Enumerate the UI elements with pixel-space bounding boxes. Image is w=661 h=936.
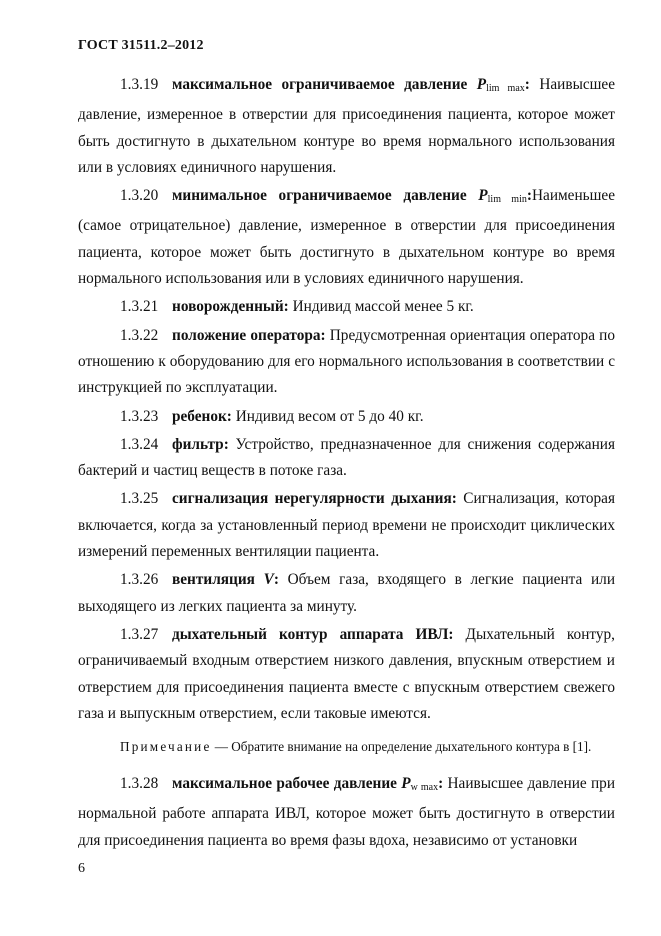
clause-number: 1.3.24	[120, 435, 159, 453]
term-symbol: P	[476, 76, 487, 93]
note-text: — Обратите внимание на определение дыхательного контура в [1].	[211, 739, 592, 755]
definition-1-3-20	[78, 183, 615, 292]
defined-term: максимальное рабочее давление	[172, 775, 397, 793]
term-symbol: P	[401, 775, 411, 793]
clause-number: 1.3.28	[120, 775, 159, 793]
symbol-subscript: lim min	[487, 194, 527, 206]
definition-1-3-21	[78, 294, 615, 320]
symbol-subscript: w max	[410, 782, 439, 794]
definition-1-3-24	[78, 432, 615, 485]
clause-number: 1.3.22	[120, 326, 159, 344]
document-header: ГОСТ 31511.2–2012	[78, 38, 204, 53]
symbol-colon: :	[524, 76, 530, 93]
definition-1-3-26	[78, 567, 615, 620]
term-symbol: V	[263, 571, 274, 589]
symbol-subscript: lim max	[486, 83, 525, 94]
clause-number: 1.3.25	[120, 490, 159, 508]
defined-term: сигнализация нерегулярности дыхания:	[172, 490, 457, 508]
term-symbol: P	[478, 187, 488, 205]
clause-number: 1.3.23	[120, 407, 159, 425]
clause-number: 1.3.21	[120, 298, 159, 316]
definition-text: Индивид массой менее 5 кг.	[288, 298, 474, 316]
definition-1-3-25	[78, 486, 615, 565]
note	[78, 737, 615, 757]
definition-1-3-19	[78, 72, 615, 181]
document-body	[78, 72, 615, 854]
defined-term: фильтр:	[172, 435, 229, 453]
symbol-colon: :	[273, 571, 279, 589]
clause-number: 1.3.19	[120, 76, 159, 93]
defined-term: ребенок:	[172, 407, 232, 425]
note-label: Примечание	[120, 739, 212, 755]
clause-number: 1.3.20	[120, 187, 159, 205]
symbol-colon: :	[438, 775, 444, 793]
last-definition	[78, 771, 615, 854]
definition-text: Объем газа, входящего в легкие пациента или выходящего из легких пациента за минуту.	[78, 571, 616, 615]
definition-1-3-22	[78, 323, 615, 402]
definition-text: Индивид весом от 5 до 40 кг.	[231, 407, 424, 425]
definition-text: Наивысшее давление, измеренное в отверстии для присоединения пациента, которое может быть достигнуто в дыхательном контуре во время нормального использования или в условиях единичного нарушения.	[78, 76, 615, 176]
defined-term: минимальное ограничиваемое давление	[172, 187, 467, 205]
definition-1-3-27	[78, 622, 615, 727]
clause-number: 1.3.26	[120, 571, 159, 589]
symbol-colon: :	[526, 187, 532, 205]
definition-1-3-23	[78, 404, 615, 430]
definition-text: Устройство, предназначенное для снижения содержания бактерий и частиц веществ в потоке газа.	[78, 435, 615, 480]
definitions-list	[78, 72, 615, 727]
definition-text: Дыхательный контур, ограничиваемый входным отверстием низкого давления, впускным отверстием и отверстием для присоединения пациента вместе с впускным отверстием свежего газа и выпускным отверстием, если таковые имеются.	[78, 625, 615, 722]
definition-text: Предусмотренная ориентация оператора по отношению к оборудованию для его нормального использования в соответствии с инструкцией по эксплуатации.	[78, 326, 615, 397]
defined-term: дыхательный контур аппарата ИВЛ:	[172, 625, 454, 643]
defined-term: максимальное ограничиваемое давление	[172, 76, 468, 93]
definition-text: Наименьшее (самое отрицательное) давление, измеренное в отверстии для присоединения пациента, которое может быть достигнуто в дыхательном контуре во время нормального использования или в условиях единичного нарушения.	[78, 187, 615, 288]
clause-number: 1.3.27	[120, 625, 159, 643]
definition-text: Сигнализация, которая включается, когда за установленный период времени не происходит циклических измерений переменных вентиляции пациента.	[78, 490, 615, 561]
definition-text: Наивысшее давление при нормальной работе аппарата ИВЛ, которое может быть достигнуто в отверстии для присоединения пациента во время фазы вдоха, независимо от установки	[78, 775, 616, 849]
defined-term: положение оператора:	[172, 326, 326, 344]
page-number: 6	[78, 861, 85, 876]
defined-term: вентиляция	[172, 571, 255, 589]
definition-1-3-28	[78, 771, 615, 854]
defined-term: новорожденный:	[172, 298, 289, 316]
